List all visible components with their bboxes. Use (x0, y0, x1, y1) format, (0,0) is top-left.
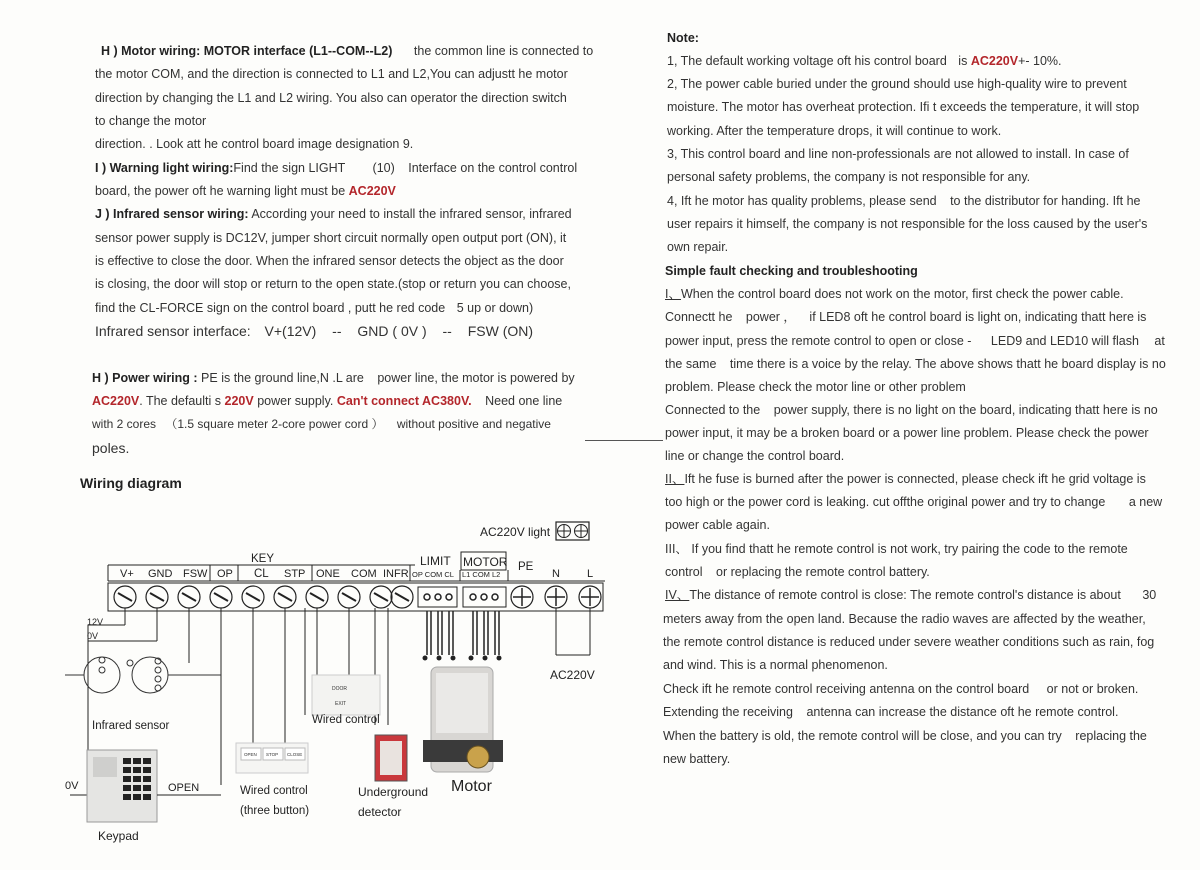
infrared-interface-label: Infrared sensor interface: (95, 323, 251, 339)
fault-5b-a: Extending the receiving (663, 705, 793, 719)
limit-label: LIMIT (420, 554, 451, 568)
terminal-vplus-label: V+ (120, 568, 134, 580)
infrared-text1: According your need to install the infrared sensor, infrared (251, 207, 572, 221)
column-connector-line (585, 440, 663, 441)
fault-2a (665, 468, 1146, 491)
note-4d: own repair. (667, 240, 729, 254)
note-1-text: 1, The default working voltage oft his control board (667, 54, 947, 68)
power-wiring-line3 (92, 413, 551, 436)
power-wiring-supply: power supply. (257, 394, 334, 408)
terminal-one-label: ONE (316, 568, 340, 580)
keypad (87, 750, 221, 822)
fault-4c: the remote control distance is reduced under severe weather conditions such as rain, fog (663, 635, 1155, 649)
terminal-gnd-label: GND (148, 568, 173, 580)
power-wiring-poles: without positive and negative (396, 417, 551, 431)
warning-light-text2: Interface on the control control (408, 161, 578, 175)
infrared-interface-fsw: FSW (ON) (467, 323, 534, 339)
keypad-label: Keypad (98, 829, 139, 843)
power-wiring-default: . The defaulti s (139, 394, 222, 408)
fault-4a (665, 584, 1156, 607)
warning-light-text: Find the sign LIGHT (233, 161, 346, 175)
gate-motor (423, 667, 503, 772)
exit-label: EXIT (335, 701, 347, 707)
fault-6b: new battery. (663, 752, 731, 766)
fault-3a (665, 538, 1128, 561)
fault-1c-c: at (1154, 334, 1165, 348)
infrared-line1 (95, 203, 572, 226)
door-label: DOOR (332, 686, 347, 692)
fault-4-distance: 30 (1142, 588, 1157, 602)
fault-3b-a: control (665, 565, 703, 579)
fault-1d (665, 353, 1166, 376)
ac-light-label: AC220V light (480, 525, 551, 539)
note-2c: working. After the temperature drops, it will continue to work. (667, 124, 1002, 138)
cl-label: CL (254, 568, 269, 580)
0v-left-label: 0V (65, 780, 79, 792)
motor-wiring-line5: direction. . Look att he control board image designation 9. (95, 137, 414, 151)
note-title: Note: (667, 31, 699, 45)
power-wiring-line1 (92, 367, 575, 390)
motor-wiring-text: the common line is connected to (413, 44, 594, 58)
infrared-heading: J ) Infrared sensor wiring: (95, 207, 249, 221)
infrared-line5 (95, 297, 533, 320)
btn-close-label: CLOSE (287, 752, 303, 757)
key-label: KEY (251, 553, 275, 565)
fault-1-num: I、 (665, 287, 681, 301)
fault-2-num: II、 (665, 472, 685, 486)
infrared-interface-sep1: -- (332, 323, 342, 339)
power-wiring-220v: 220V (224, 394, 254, 408)
ac220v-label: AC220V (550, 668, 595, 682)
pe-label: PE (518, 561, 534, 573)
infrared-text5: find the CL-FORCE sign on the control board , putt he red code (95, 301, 446, 315)
fault-1f-a: Connected to the (665, 403, 761, 417)
three-button-control (236, 743, 308, 773)
fault-5b-b: antenna can increase the distance oft he remote control. (806, 705, 1119, 719)
note-3a: 3, This control board and line non-professionals are not allowed to install. In case of (667, 147, 1129, 161)
fault-1d-a: the same (665, 357, 717, 371)
motor-wiring-heading: H ) Motor wiring: MOTOR interface (L1--COM--L2) (101, 44, 393, 58)
underground-label-a: Underground (358, 785, 429, 799)
infrared-interface-line (95, 320, 533, 343)
fault-1b-a: Connectt he (665, 310, 733, 324)
note-4a-text: 4, Ift he motor has quality problems, please send (667, 194, 937, 208)
limit-sub-label: OP COM CL (412, 570, 454, 579)
fault-2-text: Ift he fuse is burned after the power is connected, please check ift he grid voltage is (684, 472, 1146, 486)
fault-1b-c: if LED8 oft he control board is light on, indicating thatt here is (809, 310, 1147, 324)
btn-stop-label: STOP (266, 752, 279, 757)
fault-1b-b: power ， (745, 310, 796, 324)
motor-header-label: MOTOR (463, 555, 508, 569)
power-wiring-warning: Can't connect AC380V. (336, 394, 472, 408)
note-1-is: is (958, 54, 968, 68)
power-wiring-ac220v: AC220V (92, 394, 140, 408)
0v-label: 0V (87, 631, 99, 641)
fault-1d-b: time there is a voice by the relay. The above shows thatt he board display is no (729, 357, 1166, 371)
power-wiring-text1: PE is the ground line,N .L are (201, 371, 364, 385)
power-terminals (511, 586, 601, 608)
fault-1a (665, 283, 1124, 306)
motor-label: Motor (451, 778, 492, 795)
fault-6a (663, 725, 1147, 748)
terminal-infr-label: INFR (383, 568, 409, 580)
infrared-sensor-label: Infrared sensor (92, 720, 170, 732)
fault-1-text: When the control board does not work on the motor, first check the power cable. (680, 287, 1124, 301)
fault-3-text: If you find thatt he remote control is not work, try pairing the code to the remote (691, 542, 1128, 556)
fault-1c-a: power input, press the remote control to open or close - (665, 334, 972, 348)
fault-2b-b: a new (1128, 495, 1163, 509)
fault-5b (663, 701, 1118, 724)
motor-wiring-line4: to change the motor (95, 114, 207, 128)
note-3b: personal safety problems, the company is not responsible for any. (667, 170, 1031, 184)
underground-detector (375, 735, 407, 781)
fault-5a-b: or not or broken. (1046, 682, 1139, 696)
motor-connector (463, 587, 506, 607)
wiring-diagram-title: Wiring diagram (80, 475, 182, 491)
fault-3b (665, 561, 930, 584)
warning-light-num: (10) (372, 161, 395, 175)
note-2a: 2, The power cable buried under the ground should use high-quality wire to prevent (667, 77, 1127, 91)
fault-1h: line or change the control board. (665, 449, 845, 463)
terminal-stp-label: STP (284, 568, 306, 580)
btn-open-label: OPEN (244, 752, 257, 757)
power-wiring-line2 (92, 390, 562, 413)
fault-1b (665, 306, 1146, 329)
infrared-line3: is effective to close the door. When the infrared sensor detects the object as the door (95, 254, 564, 268)
infrared-text5b: 5 up or down) (456, 301, 534, 315)
terminal-block (114, 586, 601, 608)
warning-light-voltage: AC220V (348, 184, 396, 198)
exit-switch (312, 675, 380, 715)
wired-control-label: Wired control (312, 714, 380, 726)
infrared-interface-sep2: -- (442, 323, 452, 339)
fault-2b-a: too high or the power cord is leaking. cut offthe original power and try to change (665, 495, 1106, 509)
fault-2b (665, 491, 1162, 514)
power-wiring-line4: poles. (92, 440, 130, 456)
note-1 (667, 50, 1062, 73)
fault-3-num: III、 (665, 542, 688, 556)
power-wiring-heading: H ) Power wiring : (92, 371, 198, 385)
underground-label-b: detector (358, 805, 402, 819)
fault-1g: power input, it may be a broken board or a power line problem. Please check the power (665, 426, 1149, 440)
l-label: L (587, 568, 594, 580)
fault-1c-b: LED9 and LED10 will flash (990, 334, 1139, 348)
fault-title: Simple fault checking and troubleshooting (665, 264, 918, 278)
power-wiring-oneline: Need one line (485, 394, 563, 408)
three-button-title: Wired control (240, 785, 308, 797)
fault-1f (665, 399, 1158, 422)
limit-wires (427, 611, 499, 655)
infrared-interface-gnd: GND ( 0V ) (357, 323, 427, 339)
n-label: N (552, 568, 560, 580)
fault-1f-b: power supply, there is no light on the board, indicating thatt here is no (773, 403, 1158, 417)
screw-terminals (114, 586, 413, 608)
fault-5a-a: Check ift he remote control receiving antenna on the control board (663, 682, 1030, 696)
12v-label: 12V (87, 617, 104, 627)
open-wire-label: OPEN (168, 782, 200, 794)
note-2b: moisture. The motor has overheat protection. Ifi t exceeds the temperature, it will stop (667, 100, 1140, 114)
warning-light-heading: I ) Warning light wiring: (95, 161, 234, 175)
fault-5a (663, 678, 1138, 701)
power-wiring-cores: with 2 cores (92, 417, 157, 431)
infrared-interface-v: V+(12V) (264, 323, 317, 339)
fault-4-text: The distance of remote control is close: The remote control's distance is about (689, 588, 1121, 602)
fault-4-num: IV、 (665, 588, 690, 602)
wiring-diagram (60, 515, 680, 855)
fault-3b-b: or replacing the remote control battery. (716, 565, 930, 579)
note-4a (667, 190, 1140, 213)
warning-light-line2 (95, 180, 396, 203)
fault-4b: meters away from the open land. Because the radio waves are affected by the weather, (663, 612, 1146, 626)
fault-6a-a: When the battery is old, the remote control will be close, and you can try (663, 729, 1062, 743)
infrared-line2: sensor power supply is DC12V, jumper short circuit normally open output port (ON), it (95, 231, 567, 245)
warning-light-line1 (95, 157, 577, 180)
fault-1e: problem. Please check the motor line or other problem (665, 380, 966, 394)
infrared-line4: is closing, the door will stop or return to the open state.(stop or return you can choose, (95, 277, 571, 291)
power-wiring-text2: power line, the motor is powered by (377, 371, 575, 385)
terminal-com-label: COM (351, 568, 377, 580)
ac-light-symbol (556, 522, 589, 540)
fault-2c: power cable again. (665, 518, 770, 532)
terminal-fsw-label: FSW (183, 568, 208, 580)
note-1-voltage: AC220V (970, 54, 1019, 68)
motor-wiring-line2: the motor COM, and the direction is connected to L1 and L2,You can adjustt he motor (95, 67, 568, 81)
fault-4d: and wind. This is a normal phenomenon. (663, 658, 888, 672)
terminal-op-label: OP (217, 568, 233, 580)
power-wiring-cord: （1.5 square meter 2-core power cord ） (165, 417, 384, 431)
fault-1c (665, 330, 1165, 353)
warning-light-text3: board, the power oft he warning light must be (95, 184, 346, 198)
note-4a-text2: to the distributor for handing. Ift he (950, 194, 1141, 208)
limit-connector (418, 587, 457, 607)
motor-sub-label: L1 COM L2 (462, 570, 501, 579)
note-4c: user repairs it himself, the company is not responsible for the loss caused by the user's (667, 217, 1148, 231)
note-1-tolerance: +- 10%. (1018, 54, 1062, 68)
motor-wiring-line3: direction by changing the L1 and L2 wiring. You also can operator the direction switch (95, 91, 567, 105)
motor-wiring-line1 (101, 40, 593, 63)
three-button-subtitle: (three button) (240, 805, 310, 817)
fault-6a-b: replacing the (1075, 729, 1147, 743)
